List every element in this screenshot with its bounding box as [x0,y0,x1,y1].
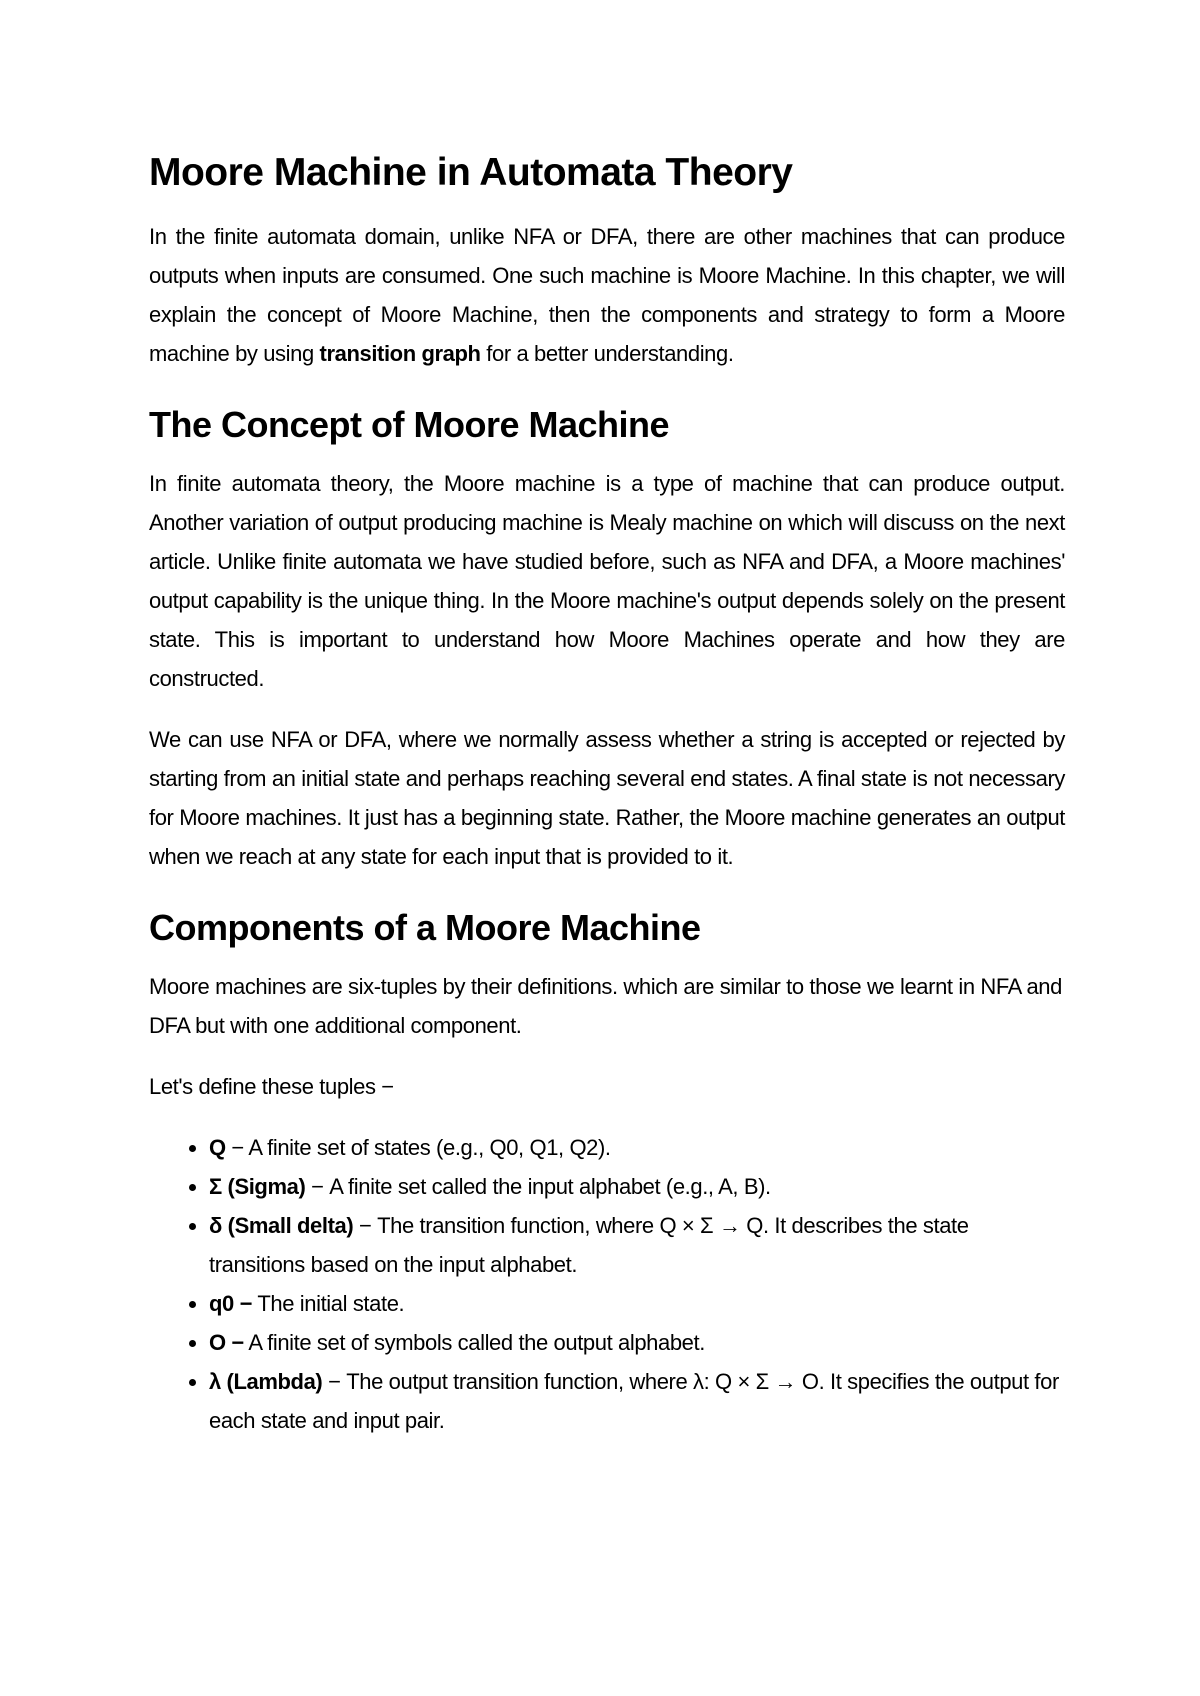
intro-text-before: In the finite automata domain, unlike NFA or DFA, there are other machines that can produce outputs when inputs are consumed. One such machine is Moore Machine. In this chapter, we will explain the concept of Moore Machine, then the components and strategy to form a Moore machine by using [149,223,1065,366]
components-heading: Components of a Moore Machine [149,906,701,948]
concept-paragraph-2: We can use NFA or DFA, where we normally assess whether a string is accepted or rejected by starting from an initial state and perhaps reaching several end states. A final state is not necessary for Moore machines. It just has a beginning state. Rather, the Moore machine generates an output when we reach at any state for each input that is provided to it. [149,726,1065,869]
components-paragraph-2: Let's define these tuples − [149,1074,394,1100]
list-item [209,1167,1065,1206]
page-title: Moore Machine in Automata Theory [149,151,793,194]
tuple-desc: − The output transition function, where λ: Q × Σ → O. It specifies the output for each state and input pair. [209,1369,1059,1434]
list-item [209,1206,1065,1284]
tuple-term: δ (Small delta) [209,1213,354,1239]
components-paragraph-1: Moore machines are six-tuples by their definitions. which are similar to those we learnt in NFA and DFA but with one additional component. [149,974,1062,1039]
intro-paragraph [149,217,1065,373]
tuple-desc: A finite set of symbols called the output alphabet. [243,1330,705,1356]
concept-paragraph-1: In finite automata theory, the Moore machine is a type of machine that can produce output. Another variation of output producing machine is Mealy machine on which will discuss on the next article. Unlike finite automata we have studied before, such as NFA and DFA, a Moore machines' output capability is the unique thing. In the Moore machine's output depends solely on the present state. This is important to understand how Moore Machines operate and how they are constructed. [149,470,1065,691]
tuple-term: Q [209,1135,226,1161]
list-item [209,1323,1065,1362]
tuple-term: λ (Lambda) [209,1369,323,1395]
tuple-desc: − A finite set of states (e.g., Q0, Q1, Q2). [225,1135,611,1161]
list-item [209,1362,1065,1440]
list-item [209,1128,1065,1167]
list-item [209,1284,1065,1323]
tuple-desc: − The transition function, where Q × Σ → Q. It describes the state transitions based on the input alphabet. [209,1213,969,1278]
tuple-desc: The initial state. [252,1291,405,1317]
intro-bold-term: transition graph [319,340,481,366]
tuple-desc: − A finite set called the input alphabet (e.g., A, B). [305,1174,771,1200]
tuple-term: Σ (Sigma) [209,1174,306,1200]
document-page [149,130,1065,1440]
intro-text-after: for a better understanding. [480,340,734,366]
tuple-term: q0 − [209,1291,253,1317]
concept-heading: The Concept of Moore Machine [149,403,670,445]
tuple-list [149,1128,1065,1440]
tuple-term: O − [209,1330,244,1356]
